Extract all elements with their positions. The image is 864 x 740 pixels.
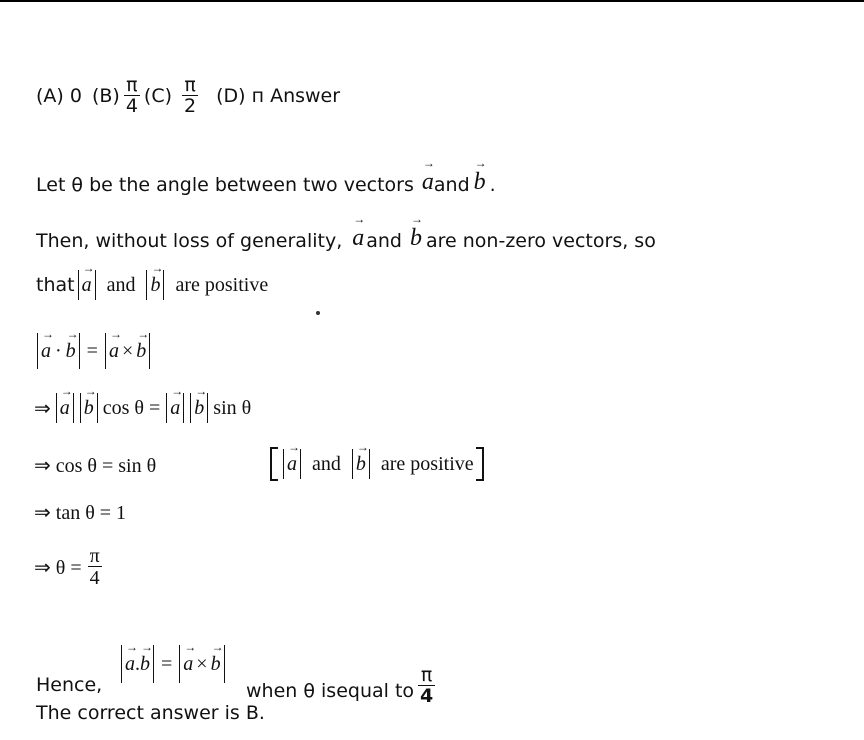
vector-a-c2: → a xyxy=(183,653,193,676)
intro-period: . xyxy=(489,174,496,196)
abs-bar xyxy=(183,393,184,423)
abs-bar xyxy=(73,393,74,423)
pi-numerator: π xyxy=(89,545,100,567)
when-text xyxy=(246,650,435,706)
abs-bar xyxy=(121,645,122,683)
intro-line-2 xyxy=(36,222,656,252)
dot-operator: · xyxy=(55,339,62,362)
abs-bar xyxy=(37,333,38,369)
vector-b-s2: → b xyxy=(84,397,94,420)
abs-bar xyxy=(146,270,147,300)
abs-bar xyxy=(166,393,167,423)
step-5 xyxy=(34,538,102,596)
intro-line-3-end: are positive xyxy=(175,273,269,296)
note-and: and xyxy=(312,452,341,475)
option-b-fraction xyxy=(124,76,140,116)
abs-bar xyxy=(105,333,106,369)
vector-a-s2: → a xyxy=(60,397,70,420)
conclusion-four: 4 xyxy=(420,685,434,707)
intro-and: and xyxy=(433,174,470,196)
option-c-numerator: π xyxy=(184,74,196,96)
option-c: (C) xyxy=(143,85,173,107)
stray-dot xyxy=(316,311,320,315)
vector-a-s1b: → a xyxy=(109,340,119,363)
step-4: ⇒ tan θ = 1 xyxy=(34,501,127,524)
vector-a-2: → a xyxy=(352,225,364,252)
abs-bar xyxy=(207,393,208,423)
abs-bar xyxy=(78,270,79,300)
abs-bar xyxy=(369,449,370,479)
intro-line-2-text: Then, without loss of generality, xyxy=(36,230,343,252)
conclusion-equation xyxy=(118,644,228,684)
option-a: (A) 0 xyxy=(36,85,82,107)
abs-bar xyxy=(190,393,191,423)
vector-b-s2b: → b xyxy=(194,397,204,420)
conclusion-pi: π xyxy=(420,664,433,686)
vector-a-c: → a xyxy=(125,653,135,676)
vector-a-s2b: → a xyxy=(170,397,180,420)
option-b: (B) xyxy=(91,85,120,107)
abs-bar xyxy=(95,270,96,300)
abs-bar xyxy=(179,645,180,683)
abs-bar xyxy=(79,333,80,369)
vector-b-s1: → b xyxy=(66,340,76,363)
intro-line-1-text: Let θ be the angle between two vectors xyxy=(36,174,414,196)
bracket-note xyxy=(270,447,484,481)
vector-b-note: → b xyxy=(356,453,366,476)
abs-bar xyxy=(224,645,225,683)
option-b-numerator: π xyxy=(126,74,138,96)
option-b-denominator: 4 xyxy=(125,95,138,117)
option-c-denominator: 2 xyxy=(184,95,197,117)
step-1 xyxy=(34,332,153,370)
step-3-note xyxy=(270,442,484,486)
when-label: when θ isequal to xyxy=(246,680,415,702)
dot-operator-c: . xyxy=(135,652,140,675)
vector-b-2: → b xyxy=(410,225,422,252)
abs-bar xyxy=(97,393,98,423)
cos-theta: cos θ = xyxy=(102,396,161,419)
vector-b-c: → b xyxy=(140,653,150,676)
abs-bar xyxy=(283,449,284,479)
intro-line-2-and: and xyxy=(366,230,402,252)
abs-bar xyxy=(153,645,154,683)
vector-b-3: → b xyxy=(150,274,160,297)
abs-bar xyxy=(300,449,301,479)
conclusion-fraction xyxy=(418,666,435,706)
theta-equals: ⇒ θ = xyxy=(34,556,82,579)
vector-a-note: → a xyxy=(287,453,297,476)
abs-bar xyxy=(56,393,57,423)
vector-a-3: → a xyxy=(82,274,92,297)
abs-bar xyxy=(163,270,164,300)
step-3: ⇒ cos θ = sin θ xyxy=(34,454,157,477)
pi-over-four xyxy=(88,546,102,588)
bracket-top-right xyxy=(476,447,484,449)
top-rule xyxy=(0,0,864,2)
abs-bar xyxy=(352,449,353,479)
equals-sign-c: = xyxy=(161,652,173,675)
vector-a: → a xyxy=(422,169,434,196)
vector-b-c2: → b xyxy=(211,653,221,676)
sin-theta: sin θ xyxy=(213,396,252,419)
four-denominator: 4 xyxy=(88,566,102,588)
vector-a-s1: → a xyxy=(41,340,51,363)
note-end: are positive xyxy=(380,452,474,475)
step-2 xyxy=(34,390,251,426)
intro-line-3-text: that xyxy=(36,274,75,296)
vector-b: → b xyxy=(474,169,486,196)
bracket-bottom-right xyxy=(476,479,484,481)
cross-operator-c: × xyxy=(196,652,208,675)
implies-arrow: ⇒ xyxy=(34,397,51,420)
intro-line-3 xyxy=(36,268,268,302)
intro-line-2-end: are non-zero vectors, so xyxy=(426,230,656,252)
vector-b-s1b: → b xyxy=(136,340,146,363)
option-d: (D) п Answer xyxy=(216,85,341,107)
equals-sign: = xyxy=(86,339,98,362)
cross-operator: × xyxy=(121,339,134,362)
intro-line-3-and: and xyxy=(106,273,136,296)
intro-line-1 xyxy=(36,166,496,196)
final-answer: The correct answer is B. xyxy=(36,702,265,724)
abs-bar xyxy=(80,393,81,423)
hence-label: Hence, xyxy=(36,674,103,696)
options-line xyxy=(36,68,340,124)
abs-bar xyxy=(149,333,150,369)
option-c-fraction xyxy=(182,76,198,116)
